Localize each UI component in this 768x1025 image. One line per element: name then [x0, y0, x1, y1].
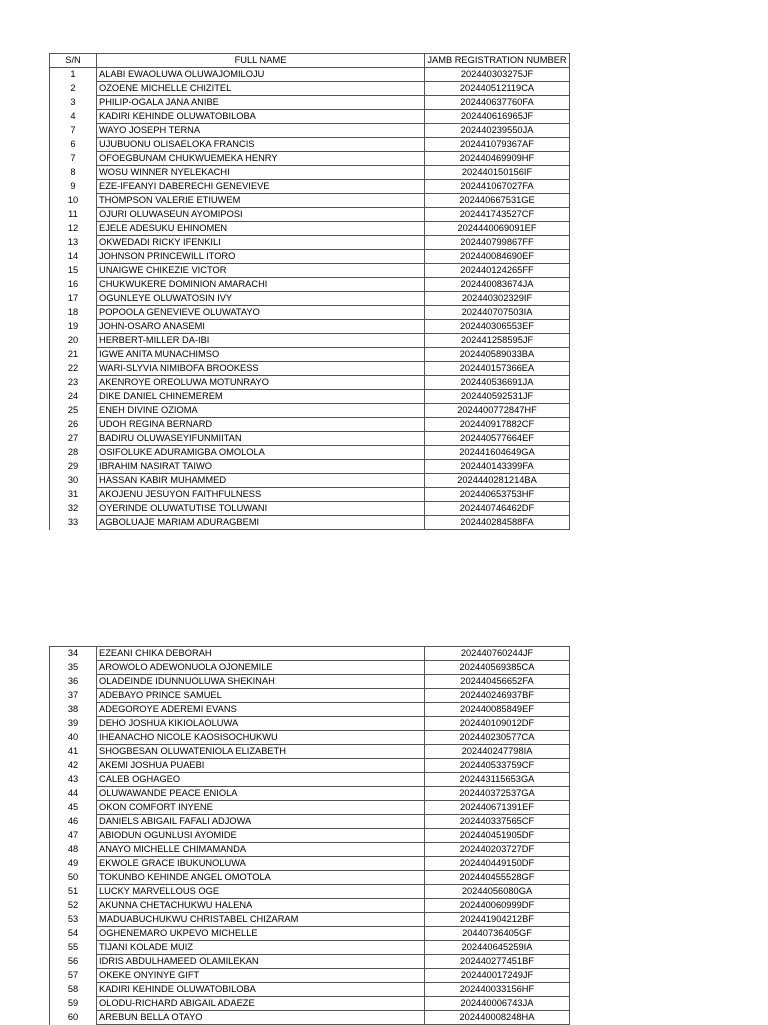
row-jamb-reg: 202440671391EF [425, 801, 570, 815]
row-jamb-reg: 202440143399FA [425, 460, 570, 474]
row-sn: 11 [50, 208, 97, 222]
row-full-name: ADEBAYO PRINCE SAMUEL [97, 689, 425, 703]
table-row [50, 731, 570, 745]
row-full-name: LUCKY MARVELLOUS OGE [97, 885, 425, 899]
row-full-name: OKWEDADI RICKY IFENKILI [97, 236, 425, 250]
table-row [50, 348, 570, 362]
table-row [50, 152, 570, 166]
row-full-name: UDOH REGINA BERNARD [97, 418, 425, 432]
row-full-name: WARI-SLYVIA NIMIBOFA BROOKESS [97, 362, 425, 376]
row-full-name: CHUKWUKERE DOMINION AMARACHI [97, 278, 425, 292]
row-full-name: ADEGOROYE ADEREMI EVANS [97, 703, 425, 717]
row-jamb-reg: 202440303275JF [425, 68, 570, 82]
table-row [50, 516, 570, 530]
row-sn: 27 [50, 432, 97, 446]
row-sn: 6 [50, 138, 97, 152]
row-jamb-reg: 202440456652FA [425, 675, 570, 689]
row-sn: 56 [50, 955, 97, 969]
table-row [50, 306, 570, 320]
row-full-name: IHEANACHO NICOLE KAOSISOCHUKWU [97, 731, 425, 745]
row-jamb-reg: 202440760244JF [425, 647, 570, 661]
row-full-name: OYERINDE OLUWATUTISE TOLUWANI [97, 502, 425, 516]
row-full-name: ANAYO MICHELLE CHIMAMANDA [97, 843, 425, 857]
row-sn: 43 [50, 773, 97, 787]
row-full-name: IGWE ANITA MUNACHIMSO [97, 348, 425, 362]
table-row [50, 250, 570, 264]
row-full-name: OZOENE MICHELLE CHIZITEL [97, 82, 425, 96]
row-full-name: KADIRI KEHINDE OLUWATOBILOBA [97, 110, 425, 124]
row-sn: 40 [50, 731, 97, 745]
table-row [50, 801, 570, 815]
row-full-name: OJURI OLUWASEUN AYOMIPOSI [97, 208, 425, 222]
row-sn: 9 [50, 180, 97, 194]
row-full-name: AKENROYE OREOLUWA MOTUNRAYO [97, 376, 425, 390]
row-jamb-reg: 20244056080GA [425, 885, 570, 899]
row-jamb-reg: 202440239550JA [425, 124, 570, 138]
row-jamb-reg: 202440306553EF [425, 320, 570, 334]
row-full-name: WOSU WINNER NYELEKACHI [97, 166, 425, 180]
table-row [50, 124, 570, 138]
row-jamb-reg: 202440302329IF [425, 292, 570, 306]
row-sn: 24 [50, 390, 97, 404]
row-jamb-reg: 202440799867FF [425, 236, 570, 250]
header-full-name: FULL NAME [97, 54, 425, 68]
row-sn: 10 [50, 194, 97, 208]
row-jamb-reg: 202440246937BF [425, 689, 570, 703]
row-full-name: OLADEINDE IDUNNUOLUWA SHEKINAH [97, 675, 425, 689]
row-full-name: AKUNNA CHETACHUKWU HALENA [97, 899, 425, 913]
row-full-name: OKON COMFORT INYENE [97, 801, 425, 815]
row-sn: 2 [50, 82, 97, 96]
row-jamb-reg: 202440008248HA [425, 1011, 570, 1025]
row-jamb-reg: 202440247798IA [425, 745, 570, 759]
row-full-name: JOHNSON PRINCEWILL ITORO [97, 250, 425, 264]
row-jamb-reg: 2024440281214BA [425, 474, 570, 488]
row-full-name: AKEMI JOSHUA PUAEBI [97, 759, 425, 773]
row-sn: 17 [50, 292, 97, 306]
table-row [50, 941, 570, 955]
row-jamb-reg: 202440577664EF [425, 432, 570, 446]
row-jamb-reg: 202440084690EF [425, 250, 570, 264]
row-full-name: AROWOLO ADEWONUOLA OJONEMILE [97, 661, 425, 675]
table-row [50, 166, 570, 180]
row-sn: 53 [50, 913, 97, 927]
row-jamb-reg: 202440917882CF [425, 418, 570, 432]
row-full-name: JOHN-OSARO ANASEMI [97, 320, 425, 334]
row-full-name: MADUABUCHUKWU CHRISTABEL CHIZARAM [97, 913, 425, 927]
table-row [50, 96, 570, 110]
row-jamb-reg: 202440645259IA [425, 941, 570, 955]
row-full-name: OFOEGBUNAM CHUKWUEMEKA HENRY [97, 152, 425, 166]
table-row [50, 773, 570, 787]
row-full-name: OKEKE ONYINYE GIFT [97, 969, 425, 983]
row-jamb-reg: 202440157366EA [425, 362, 570, 376]
row-sn: 49 [50, 857, 97, 871]
row-sn: 47 [50, 829, 97, 843]
row-full-name: CALEB OGHAGEO [97, 773, 425, 787]
row-jamb-reg: 202440017249JF [425, 969, 570, 983]
row-jamb-reg: 202440455528GF [425, 871, 570, 885]
row-sn: 55 [50, 941, 97, 955]
table-row [50, 278, 570, 292]
roster-table-1 [49, 53, 570, 530]
row-sn: 4 [50, 110, 97, 124]
row-sn: 25 [50, 404, 97, 418]
row-sn: 8 [50, 166, 97, 180]
row-full-name: THOMPSON VALERIE ETIUWEM [97, 194, 425, 208]
row-sn: 44 [50, 787, 97, 801]
row-sn: 23 [50, 376, 97, 390]
row-sn: 39 [50, 717, 97, 731]
row-sn: 59 [50, 997, 97, 1011]
row-jamb-reg: 202441067027FA [425, 180, 570, 194]
row-sn: 37 [50, 689, 97, 703]
row-sn: 19 [50, 320, 97, 334]
row-full-name: EJELE ADESUKU EHINOMEN [97, 222, 425, 236]
row-full-name: DEHO JOSHUA KIKIOLAOLUWA [97, 717, 425, 731]
row-jamb-reg: 202440449150DF [425, 857, 570, 871]
table-row [50, 997, 570, 1011]
row-jamb-reg: 202440124265FF [425, 264, 570, 278]
table-row [50, 110, 570, 124]
row-sn: 30 [50, 474, 97, 488]
row-jamb-reg: 202440707503IA [425, 306, 570, 320]
row-sn: 13 [50, 236, 97, 250]
row-sn: 29 [50, 460, 97, 474]
row-sn: 1 [50, 68, 97, 82]
row-jamb-reg: 202440469909HF [425, 152, 570, 166]
row-jamb-reg: 202440284588FA [425, 516, 570, 530]
row-full-name: BADIRU OLUWASEYIFUNMIITAN [97, 432, 425, 446]
row-jamb-reg: 2024440069091EF [425, 222, 570, 236]
row-sn: 36 [50, 675, 97, 689]
row-full-name: TOKUNBO KEHINDE ANGEL OMOTOLA [97, 871, 425, 885]
row-sn: 26 [50, 418, 97, 432]
row-sn: 58 [50, 983, 97, 997]
row-sn: 57 [50, 969, 97, 983]
table-row [50, 899, 570, 913]
row-jamb-reg: 202441904212BF [425, 913, 570, 927]
row-full-name: IDRIS ABDULHAMEED OLAMILEKAN [97, 955, 425, 969]
row-sn: 42 [50, 759, 97, 773]
row-sn: 32 [50, 502, 97, 516]
row-full-name: AKOJENU JESUYON FAITHFULNESS [97, 488, 425, 502]
table-row [50, 432, 570, 446]
row-jamb-reg: 202440230577CA [425, 731, 570, 745]
table-row [50, 264, 570, 278]
header-sn: S/N [50, 54, 97, 68]
row-jamb-reg: 202440060999DF [425, 899, 570, 913]
row-jamb-reg: 202440006743JA [425, 997, 570, 1011]
row-sn: 51 [50, 885, 97, 899]
row-jamb-reg: 202440337565CF [425, 815, 570, 829]
row-sn: 7 [50, 152, 97, 166]
table-row [50, 418, 570, 432]
row-sn: 50 [50, 871, 97, 885]
header-row [50, 54, 570, 68]
row-jamb-reg: 202440589033BA [425, 348, 570, 362]
table-row [50, 320, 570, 334]
row-sn: 21 [50, 348, 97, 362]
row-jamb-reg: 202440653753HF [425, 488, 570, 502]
row-jamb-reg: 202441604649GA [425, 446, 570, 460]
table-row [50, 390, 570, 404]
row-sn: 52 [50, 899, 97, 913]
table-row [50, 1011, 570, 1025]
row-full-name: UNAIGWE CHIKEZIE VICTOR [97, 264, 425, 278]
table-row [50, 236, 570, 250]
row-full-name: UJUBUONU OLISAELOKA FRANCIS [97, 138, 425, 152]
row-jamb-reg: 202440592531JF [425, 390, 570, 404]
table-row [50, 885, 570, 899]
table-row [50, 222, 570, 236]
row-full-name: AREBUN BELLA OTAYO [97, 1011, 425, 1025]
table-row [50, 969, 570, 983]
row-full-name: EZE-IFEANYI DABERECHI GENEVIEVE [97, 180, 425, 194]
table-row [50, 857, 570, 871]
row-jamb-reg: 202440569385CA [425, 661, 570, 675]
row-sn: 45 [50, 801, 97, 815]
table-row [50, 502, 570, 516]
row-jamb-reg: 202441079367AF [425, 138, 570, 152]
row-full-name: WAYO JOSEPH TERNA [97, 124, 425, 138]
row-jamb-reg: 202440372537GA [425, 787, 570, 801]
row-full-name: EZEANI CHIKA DEBORAH [97, 647, 425, 661]
table-row [50, 955, 570, 969]
table-row [50, 292, 570, 306]
table-row [50, 488, 570, 502]
row-sn: 16 [50, 278, 97, 292]
row-jamb-reg: 202440277451BF [425, 955, 570, 969]
row-full-name: DANIELS ABIGAIL FAFALI ADJOWA [97, 815, 425, 829]
table-row [50, 446, 570, 460]
table-row [50, 759, 570, 773]
table-row [50, 474, 570, 488]
row-sn: 38 [50, 703, 97, 717]
row-sn: 34 [50, 647, 97, 661]
row-jamb-reg: 202441258595JF [425, 334, 570, 348]
row-jamb-reg: 202440512119CA [425, 82, 570, 96]
table-row [50, 68, 570, 82]
table-row [50, 689, 570, 703]
row-jamb-reg: 202440616965JF [425, 110, 570, 124]
row-jamb-reg: 202440746462DF [425, 502, 570, 516]
row-full-name: OSIFOLUKE ADURAMIGBA OMOLOLA [97, 446, 425, 460]
row-sn: 28 [50, 446, 97, 460]
row-full-name: OLODU-RICHARD ABIGAIL ADAEZE [97, 997, 425, 1011]
row-jamb-reg: 202440203727DF [425, 843, 570, 857]
table-row [50, 745, 570, 759]
table-row [50, 647, 570, 661]
table-row [50, 717, 570, 731]
row-jamb-reg: 202440033156HF [425, 983, 570, 997]
table-row [50, 460, 570, 474]
table-row [50, 675, 570, 689]
table-row [50, 983, 570, 997]
row-jamb-reg: 202440150156IF [425, 166, 570, 180]
table-row [50, 138, 570, 152]
table-row [50, 376, 570, 390]
row-full-name: KADIRI KEHINDE OLUWATOBILOBA [97, 983, 425, 997]
row-sn: 18 [50, 306, 97, 320]
row-jamb-reg: 202440083674JA [425, 278, 570, 292]
header-jamb-reg: JAMB REGISTRATION NUMBER [425, 54, 570, 68]
table-row [50, 194, 570, 208]
row-sn: 48 [50, 843, 97, 857]
row-jamb-reg: 202443115653GA [425, 773, 570, 787]
roster-body-1 [50, 68, 570, 530]
row-jamb-reg: 202440085849EF [425, 703, 570, 717]
table-row [50, 334, 570, 348]
row-full-name: OLUWAWANDE PEACE ENIOLA [97, 787, 425, 801]
table-row [50, 927, 570, 941]
row-full-name: POPOOLA GENEVIEVE OLUWATAYO [97, 306, 425, 320]
row-jamb-reg: 202440667531GE [425, 194, 570, 208]
row-full-name: HASSAN KABIR MUHAMMED [97, 474, 425, 488]
row-sn: 12 [50, 222, 97, 236]
table-row [50, 404, 570, 418]
row-jamb-reg: 2024400772847HF [425, 404, 570, 418]
row-full-name: OGHENEMARO UKPEVO MICHELLE [97, 927, 425, 941]
row-jamb-reg: 20440736405GF [425, 927, 570, 941]
table-row [50, 871, 570, 885]
table-row [50, 362, 570, 376]
row-full-name: PHILIP-OGALA JANA ANIBE [97, 96, 425, 110]
table-row [50, 787, 570, 801]
row-jamb-reg: 202440637760FA [425, 96, 570, 110]
row-sn: 20 [50, 334, 97, 348]
row-sn: 33 [50, 516, 97, 530]
row-sn: 7 [50, 124, 97, 138]
table-row [50, 815, 570, 829]
row-sn: 54 [50, 927, 97, 941]
row-full-name: EKWOLE GRACE IBUKUNOLUWA [97, 857, 425, 871]
row-full-name: DIKE DANIEL CHINEMEREM [97, 390, 425, 404]
table-row [50, 843, 570, 857]
row-sn: 60 [50, 1011, 97, 1025]
row-sn: 3 [50, 96, 97, 110]
table-row [50, 180, 570, 194]
row-full-name: IBRAHIM NASIRAT TAIWO [97, 460, 425, 474]
row-jamb-reg: 202440533759CF [425, 759, 570, 773]
row-jamb-reg: 202440451905DF [425, 829, 570, 843]
table-row [50, 703, 570, 717]
table-row [50, 829, 570, 843]
row-jamb-reg: 202440536691JA [425, 376, 570, 390]
row-sn: 14 [50, 250, 97, 264]
row-full-name: AGBOLUAJE MARIAM ADURAGBEMI [97, 516, 425, 530]
row-sn: 35 [50, 661, 97, 675]
table-row [50, 661, 570, 675]
row-sn: 41 [50, 745, 97, 759]
table-row [50, 82, 570, 96]
row-sn: 15 [50, 264, 97, 278]
row-full-name: HERBERT-MILLER DA-IBI [97, 334, 425, 348]
roster-table-2 [49, 646, 570, 1025]
roster-body-2 [50, 647, 570, 1025]
row-full-name: TIJANI KOLADE MUIZ [97, 941, 425, 955]
row-sn: 22 [50, 362, 97, 376]
row-full-name: ABIODUN OGUNLUSI AYOMIDE [97, 829, 425, 843]
row-jamb-reg: 202440109012DF [425, 717, 570, 731]
row-sn: 46 [50, 815, 97, 829]
row-full-name: SHOGBESAN OLUWATENIOLA ELIZABETH [97, 745, 425, 759]
row-full-name: OGUNLEYE OLUWATOSIN IVY [97, 292, 425, 306]
row-sn: 31 [50, 488, 97, 502]
table-row [50, 913, 570, 927]
row-full-name: ALABI EWAOLUWA OLUWAJOMILOJU [97, 68, 425, 82]
table-row [50, 208, 570, 222]
row-jamb-reg: 202441743527CF [425, 208, 570, 222]
row-full-name: ENEH DIVINE OZIOMA [97, 404, 425, 418]
